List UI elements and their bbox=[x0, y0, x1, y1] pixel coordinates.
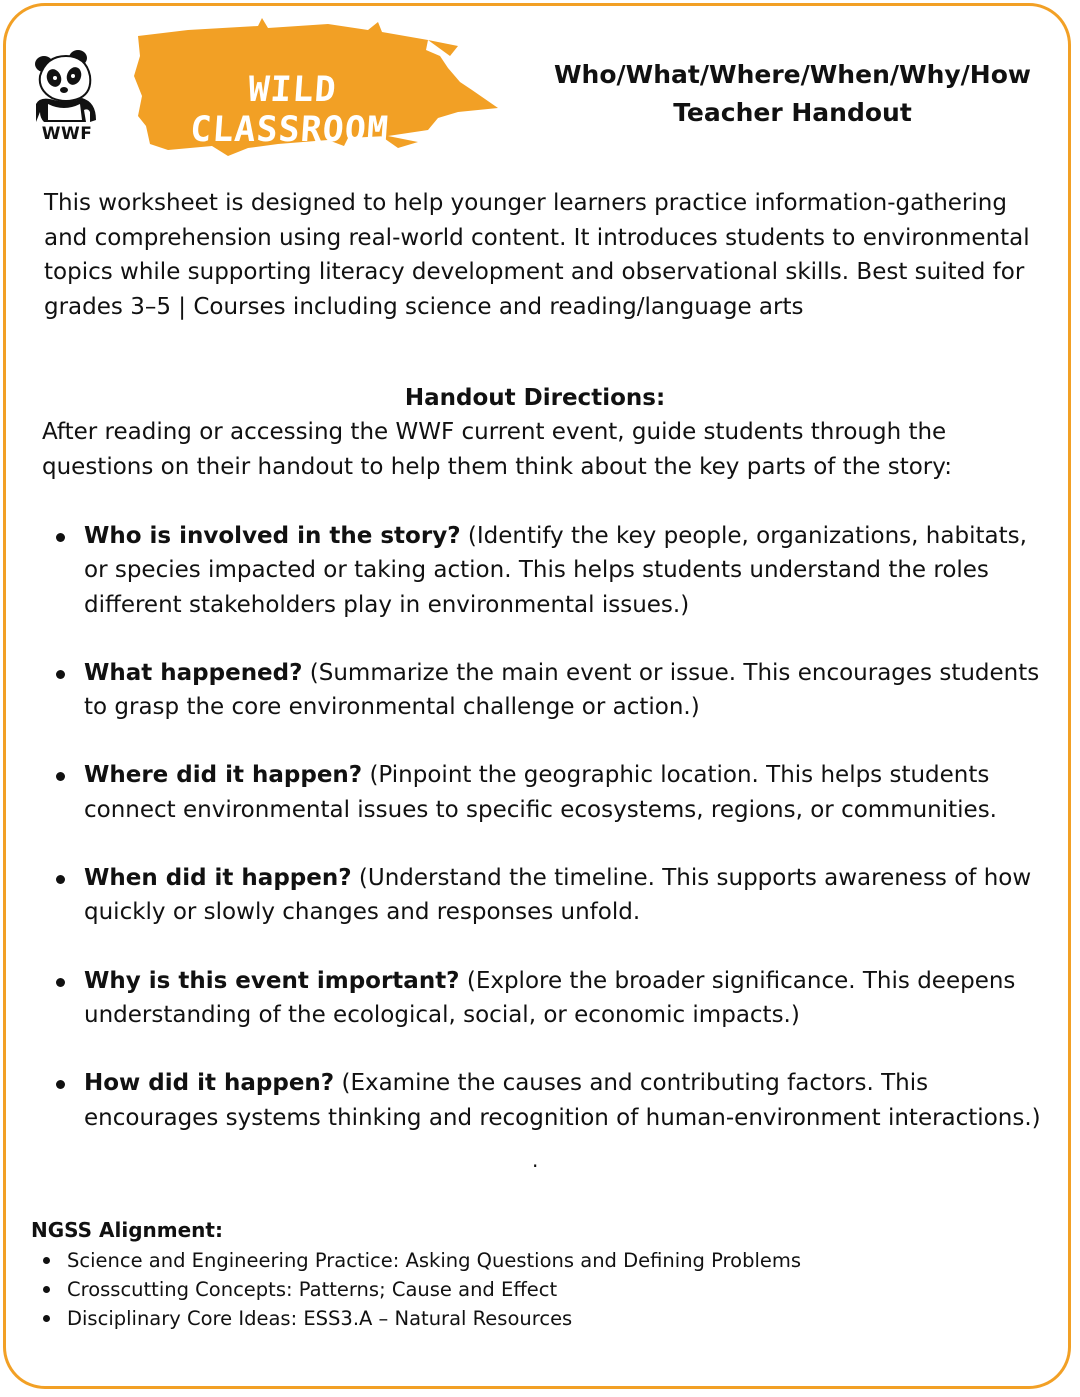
bullet-icon bbox=[43, 1286, 50, 1293]
question-item-what bbox=[56, 656, 1046, 725]
intro-paragraph: This worksheet is designed to help younger learners practice information-gathering and comprehension using real-world content. It introduces students to environmental topics while supporting literacy development and observational skills. Best suited for grades 3–5 | Courses including science and reading/language arts bbox=[44, 190, 1030, 320]
question-detail: (Examine the causes and contributing factors. This encourages systems thinking and recognition of human-environment interactions.) bbox=[84, 1070, 1041, 1131]
question-item-when bbox=[56, 861, 1046, 930]
ngss-list bbox=[40, 1246, 940, 1333]
ngss-item-text: Crosscutting Concepts: Patterns; Cause and Effect bbox=[67, 1278, 558, 1301]
bullet-icon bbox=[43, 1257, 50, 1264]
header bbox=[0, 0, 1080, 170]
page-title bbox=[540, 56, 1045, 132]
bullet-icon bbox=[56, 875, 65, 884]
question-list bbox=[56, 519, 1046, 1135]
bullet-icon bbox=[56, 670, 65, 679]
ngss-item-text: Disciplinary Core Ideas: ESS3.A – Natural Resources bbox=[67, 1307, 573, 1330]
question-item-how bbox=[56, 1066, 1046, 1135]
title-line-2: Teacher Handout bbox=[673, 98, 912, 127]
question-label: What happened? bbox=[84, 659, 303, 686]
wwf-logo-text: WWF bbox=[41, 124, 93, 144]
bullet-icon bbox=[43, 1315, 50, 1322]
question-detail: (Explore the broader significance. This deepens understanding of the ecological, social, or economic impacts.) bbox=[84, 967, 1016, 1028]
question-item-where bbox=[56, 758, 1046, 827]
question-detail: (Understand the timeline. This supports awareness of how quickly or slowly changes and responses unfold. bbox=[84, 865, 1032, 926]
question-label: How did it happen? bbox=[84, 1070, 335, 1097]
bullet-icon bbox=[56, 772, 65, 781]
question-detail: (Pinpoint the geographic location. This helps students connect environmental issues to specific ecosystems, regions, or communities. bbox=[84, 762, 997, 823]
question-label: When did it happen? bbox=[84, 865, 352, 892]
ngss-item bbox=[40, 1275, 940, 1304]
ngss-item bbox=[40, 1246, 940, 1275]
question-label: Why is this event important? bbox=[84, 967, 460, 994]
directions-text: After reading or accessing the WWF current event, guide students through the questions on their handout to help them think about the key parts of the story: bbox=[42, 419, 952, 480]
trailing-period: . bbox=[532, 1148, 539, 1172]
ngss-item bbox=[40, 1304, 940, 1333]
bullet-icon bbox=[56, 1080, 65, 1089]
ngss-heading: NGSS Alignment: bbox=[31, 1218, 223, 1242]
question-label: Where did it happen? bbox=[84, 762, 363, 789]
directions-heading: Handout Directions: bbox=[404, 385, 666, 411]
bullet-icon bbox=[56, 533, 65, 542]
question-label: Who is involved in the story? bbox=[84, 523, 461, 549]
ngss-item-text: Science and Engineering Practice: Asking Questions and Defining Problems bbox=[67, 1249, 802, 1272]
question-item-why bbox=[56, 964, 1046, 1033]
question-detail: (Summarize the main event or issue. This encourages students to grasp the core environmental challenge or action.) bbox=[84, 659, 1040, 721]
question-detail: (Identify the key people, organizations, habitats, or species impacted or taking action. This helps students understand the roles different stakeholders play in environmental issues.) bbox=[84, 523, 1027, 618]
question-item-who bbox=[56, 519, 1046, 622]
title-line-1: Who/What/Where/When/Why/How bbox=[553, 60, 1031, 89]
bullet-icon bbox=[56, 978, 65, 987]
program-logo-text: WILD CLASSROOM bbox=[188, 70, 391, 150]
